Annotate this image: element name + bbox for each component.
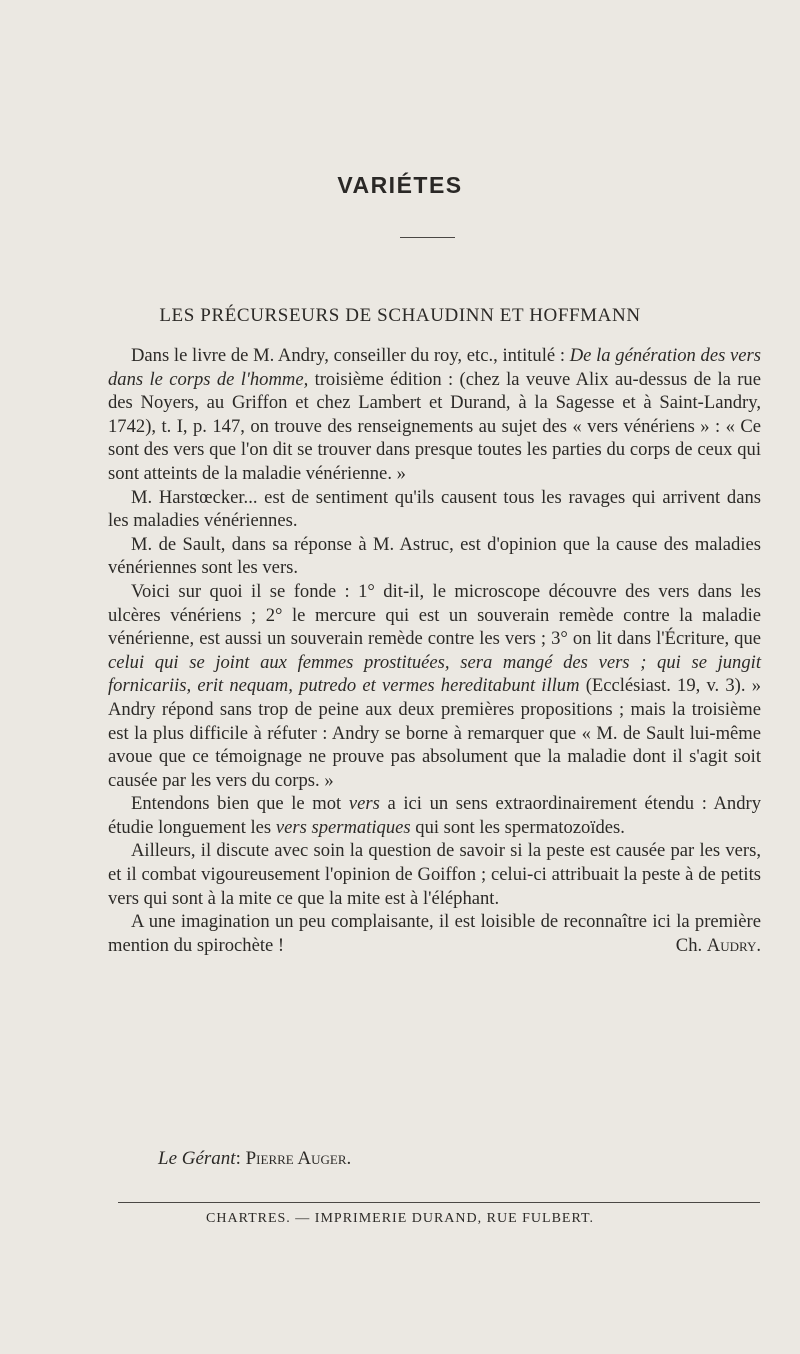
short-divider: [400, 237, 455, 238]
section-title: VARIÉTES: [337, 172, 463, 198]
footer-divider: [118, 1202, 760, 1203]
printer-imprint: CHARTRES. — IMPRIMERIE DURAND, RUE FULBERT.: [206, 1211, 594, 1226]
paragraph-5: Entendons bien que le mot vers a ici un sens extraordinairement étendu : Andry étudie longuement les vers spermatiques qui sont les spermatozoïdes.: [108, 793, 761, 838]
paragraph-3: M. de Sault, dans sa réponse à M. Astruc, est d'opinion que la cause des maladies vénériennes sont les vers.: [108, 533, 761, 579]
paragraph-6: Ailleurs, il discute avec soin la question de savoir si la peste est causée par les vers, et il combat vigoureusement l'opinion de Goiffon ; celui-ci attribuait la peste à de petits vers qui sont à la mite ce que la mite est à l'éléphant.: [108, 840, 761, 909]
paragraph-4: Voici sur quoi il se fonde : 1° dit-il, le microscope découvre des vers dans les ulcères vénériens ; 2° le mercure qui est un souverain remède contre la maladie vénérienne, est aussi un souverain remède contre les vers ; 3° on lit dans l'Écriture, que celui qui se joint aux femmes prostituées, sera mangé des vers ; qui se jungit fornicariis, erit nequam, putredo et vermes hereditabunt illum (Ecclésiast. 19, v. 3). » Andry répond sans trop de peine aux deux premières propositions ; mais la troisième est la plus difficile à réfuter : Andry se borne à remarquer que « M. de Sault lui-même avoue que ce témoignage ne prouve pas absolument que la maladie dont il s'agit soit causée par les vers du corps. »: [108, 580, 761, 791]
gerant-name: Pierre Auger.: [245, 1148, 352, 1169]
paragraph-2: M. Harstœcker... est de sentiment qu'ils causent tous les ravages qui arrivent dans les maladies vénériennes.: [108, 486, 761, 532]
gerant-line: Le Gérant: Pierre Auger.: [158, 1148, 352, 1169]
paragraph-7: A une imagination un peu complaisante, il est loisible de reconnaître ici la première mention du spirochète ! Ch. Audry.: [108, 911, 761, 956]
scripture-quote: celui qui se joint aux femmes prostituées, sera mangé des vers ; qui se jungit fornicariis, erit nequam, putredo et vermes hereditabunt illum: [108, 651, 761, 697]
paragraph-1: Dans le livre de M. Andry, conseiller du roy, etc., intitulé : De la génération des vers dans le corps de l'homme, troisième édition : (chez la veuve Alix au-dessus de la rue des Noyers, au Griffon et chez Lambert et Durand, à la Sagesse et à Saint-Landry, 1742), t. I, p. 147, on trouve des renseignements au sujet des « vers vénériens » : « Ce sont des vers que l'on dit se trouver dans presque toutes les parties du corps de ceux qui sont atteints de la maladie vénérienne. »: [108, 345, 761, 484]
article-body: [108, 344, 761, 957]
book-title: De la génération des vers dans le corps de l'homme,: [108, 345, 761, 390]
article-title: LES PRÉCURSEURS DE SCHAUDINN ET HOFFMANN: [159, 305, 641, 326]
author-signature: Ch. Audry.: [675, 934, 761, 956]
